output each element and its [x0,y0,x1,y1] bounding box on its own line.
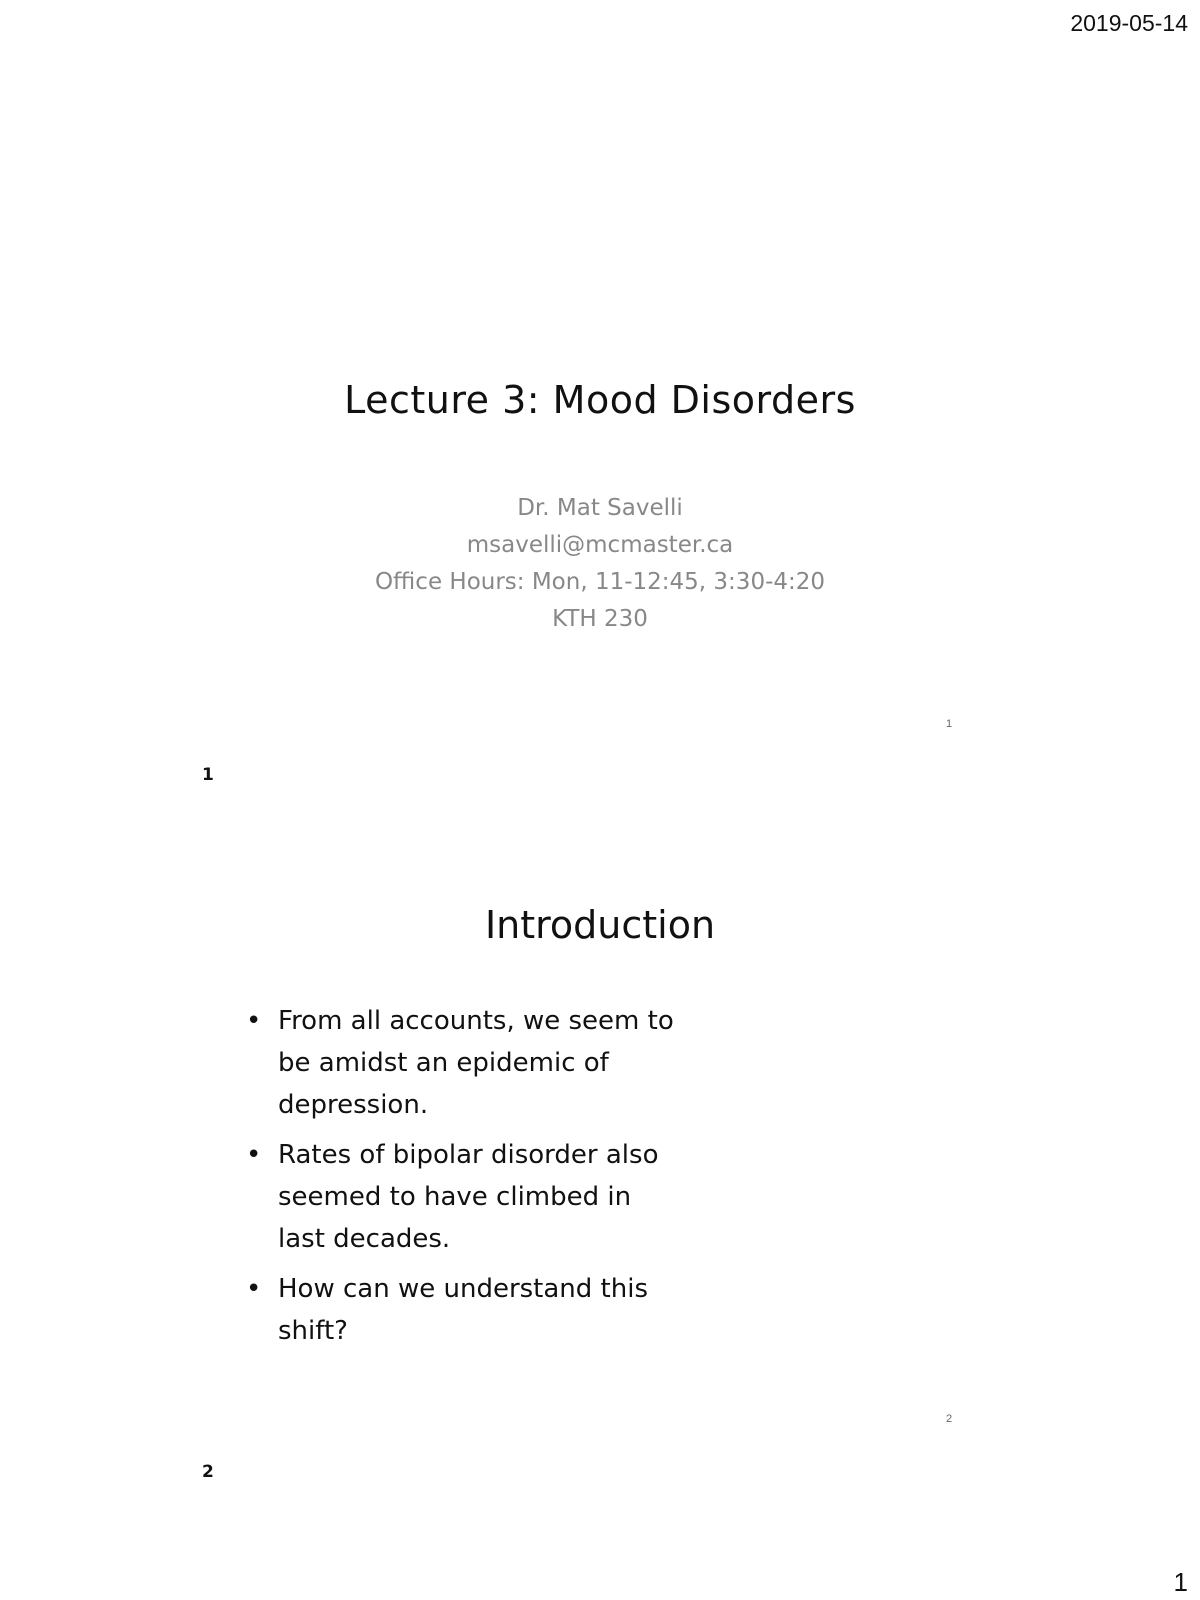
slide-1-title: Lecture 3: Mood Disorders [344,378,856,422]
slide-2-number-small: 2 [946,1413,953,1425]
bullet-text: How can we understand this shift? [278,1274,648,1346]
presenter-email: msavelli@mcmaster.ca [466,532,734,558]
bullet-item [246,1000,686,1126]
bullet-icon: • [246,1006,262,1036]
header-date: 2019-05-14 [1070,10,1188,36]
office-location: KTH 230 [552,606,648,632]
bullet-item [246,1134,686,1260]
slide-2-number-label: 2 [202,1462,214,1482]
bullet-item [246,1268,686,1352]
presenter-name: Dr. Mat Savelli [517,495,683,521]
bullet-icon: • [246,1274,262,1304]
slide-1-subtitle [0,490,1200,638]
page-number: 1 [1173,1567,1188,1597]
slide-1-number-small: 1 [946,718,953,730]
bullet-text: From all accounts, we seem to be amidst an epidemic of depression. [278,1006,674,1120]
bullet-text: Rates of bipolar disorder also seemed to have climbed in last decades. [278,1140,659,1254]
slide-2-bullet-list [246,1000,686,1360]
bullet-icon: • [246,1140,262,1170]
slide-1-number-label: 1 [202,765,214,785]
office-hours: Office Hours: Mon, 11-12:45, 3:30-4:20 [374,569,826,595]
slide-2-title: Introduction [484,903,716,947]
